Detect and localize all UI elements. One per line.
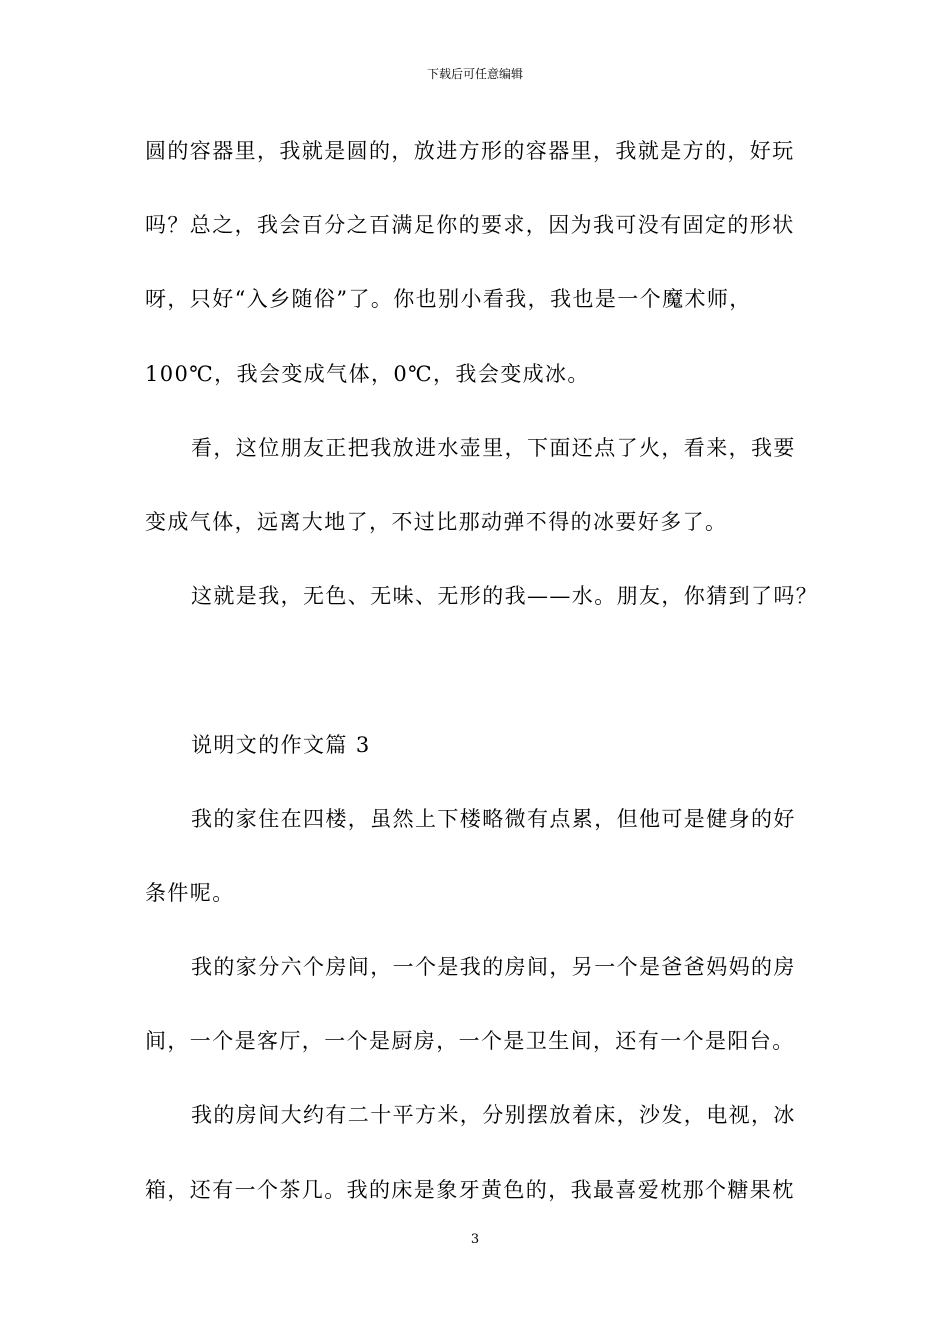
blank-line: [145, 647, 825, 721]
paragraph-line: 我的房间大约有二十平方米，分别摆放着床，沙发，电视，冰: [191, 1103, 796, 1128]
page-header: 下载后可任意编辑: [426, 67, 523, 81]
paragraph-line: 间，一个是客厅，一个是厨房，一个是卫生间，还有一个是阳台。: [145, 1029, 795, 1054]
section-heading: 说明文的作文篇 3: [191, 732, 371, 757]
paragraph-line: 我的家住在四楼，虽然上下楼略微有点累，但他可是健身的好: [191, 806, 796, 831]
paragraph-line: 这就是我，无色、无味、无形的我——水。朋友，你猜到了吗？: [191, 584, 819, 609]
paragraph-line: 呀，只好“入乡随俗”了。你也别小看我，我也是一个魔术师，: [145, 287, 752, 312]
page-number: 3: [470, 1232, 480, 1247]
paragraph-line: 变成气体，远离大地了，不过比那动弹不得的冰要好多了。: [145, 509, 728, 534]
paragraph-line: 100℃，我会变成气体，0℃，我会变成冰。: [145, 361, 590, 386]
paragraph-line: 我的家分六个房间，一个是我的房间，另一个是爸爸妈妈的房: [191, 955, 796, 980]
paragraph-line: 看，这位朋友正把我放进水壶里，下面还点了火，看来，我要: [191, 435, 796, 460]
document-body: [145, 128, 825, 1241]
paragraph-line: 圆的容器里，我就是圆的，放进方形的容器里，我就是方的，好玩: [145, 139, 795, 163]
paragraph-line: 箱，还有一个茶几。我的床是象牙黄色的，我最喜爱枕那个糖果枕: [145, 1177, 795, 1202]
paragraph-line: 吗？总之，我会百分之百满足你的要求，因为我可没有固定的形状: [145, 213, 795, 238]
paragraph-line: 条件呢。: [145, 880, 235, 905]
